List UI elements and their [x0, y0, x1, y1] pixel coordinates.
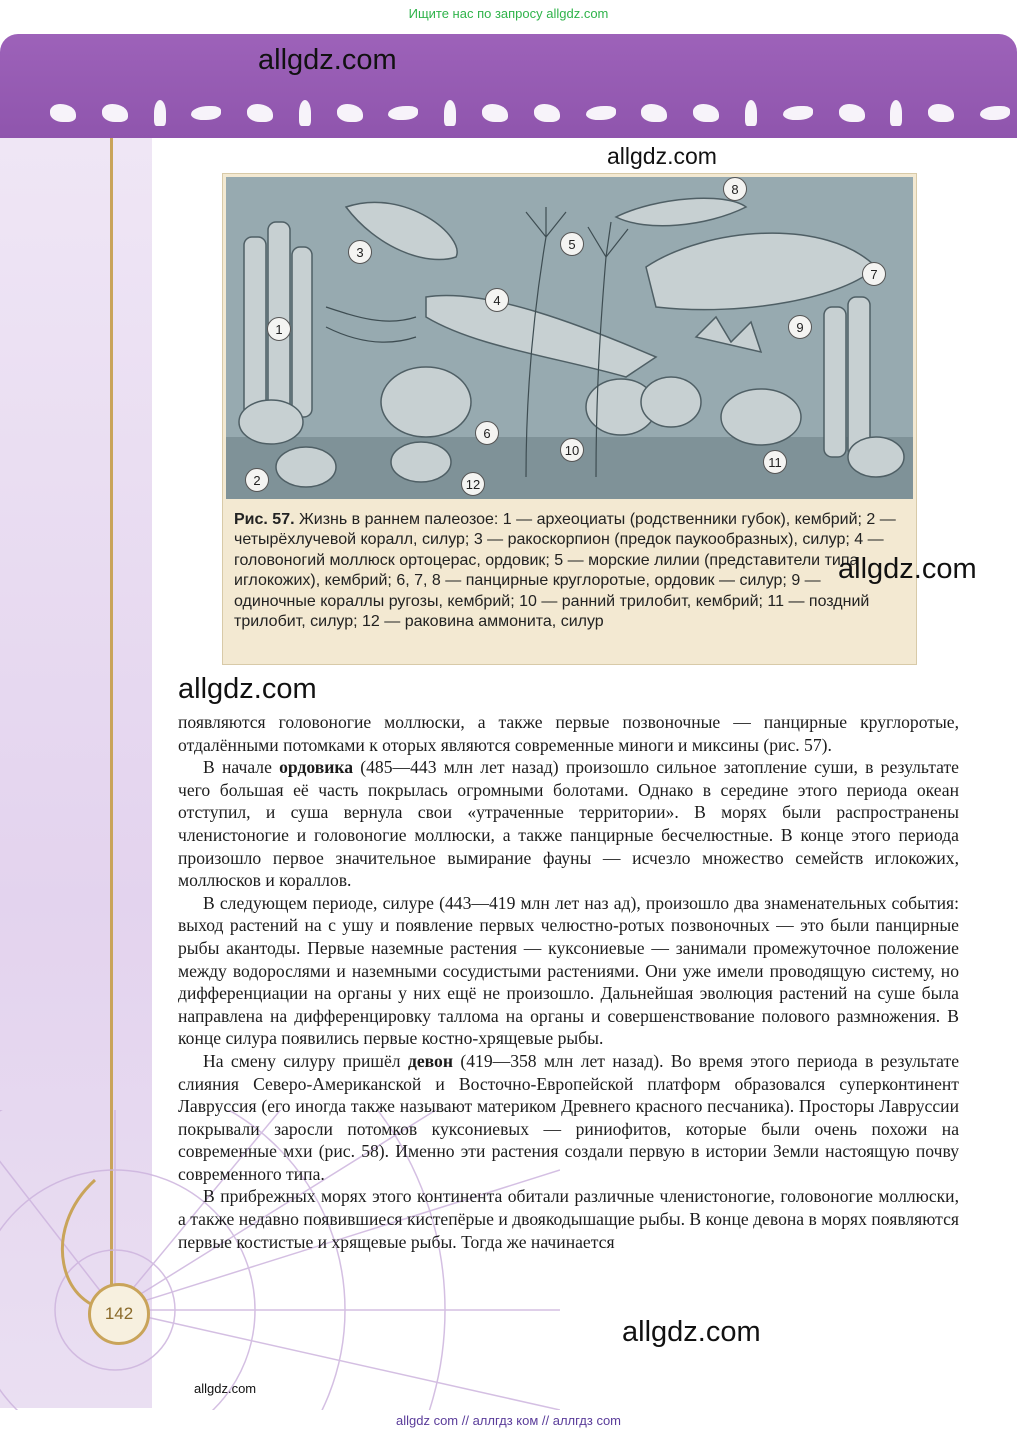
page-number: 142	[88, 1283, 150, 1345]
paragraph-2	[178, 756, 959, 892]
paragraph-4-start: На смену силуру пришёл	[203, 1050, 401, 1071]
figure-caption	[234, 510, 904, 632]
figure-label-5: 5	[560, 232, 584, 256]
figure-label-8: 8	[723, 177, 747, 201]
pterosaur-silhouette-icon	[586, 106, 616, 120]
paragraph-1: появляются головоногие моллюски, а также первые позвоночные — панцирные круглоротые, отдалёнными потомками к оторых являются современные миноги и миксины (рис. 57).	[178, 712, 959, 755]
figure-caption-text: Жизнь в раннем палеозое: 1 — археоциаты (родственники губок), кембрий; 2 — четырёхлучевой коралл, силур; 3 — ракоскорпион (предок паукообразных), силур; 4 — головоногий моллюск ортоцерас, ордовик; 5 — морские лилии (представители типа иглокожих), кембрий; 6, 7, 8 — панцирные круглоротые, ордовик — силур; 9 — одиночные кораллы ругозы, кембрий; 10 — ранний трилобит, кембрий; 11 — поздний трилобит, силур; 12 — раковина аммонита, силур	[234, 511, 896, 631]
figure-label-11: 11	[763, 450, 787, 474]
dinosaur-silhouette-icon	[641, 104, 667, 122]
paragraph-4	[178, 1050, 959, 1186]
scorpion-silhouette-icon	[482, 104, 508, 122]
dinosaur-silhouette-icon	[534, 104, 560, 122]
insect-silhouette-icon	[783, 106, 813, 120]
figure-label-1: 1	[267, 317, 291, 341]
dinosaur-silhouette-icon	[299, 100, 311, 126]
figure-label-3: 3	[348, 240, 372, 264]
watermark-above-figure: allgdz.com	[607, 143, 717, 169]
figure-label-2: 2	[245, 468, 269, 492]
figure-label-10: 10	[560, 438, 584, 462]
paragraph-5: В прибрежных морях этого континента обитали различные членистоногие, головоногие моллюски, а также недавно появившиеся кистепёрые и двоякодышащие рыбы. В конце девона в морях появляются первые костистые и хрящевые рыбы. Тогда же начинается	[178, 1186, 959, 1252]
figure-label-7: 7	[862, 262, 886, 286]
dinosaur-silhouette-icon	[839, 104, 865, 122]
term-devonian: девон	[407, 1050, 453, 1071]
dinosaur-silhouette-icon	[890, 100, 902, 126]
main-text	[178, 711, 959, 1253]
dinosaur-silhouette-icon	[444, 100, 456, 126]
watermark-header: allgdz.com	[258, 44, 397, 76]
dinosaur-silhouette-icon	[102, 104, 128, 122]
term-ordovician: ордовика	[279, 757, 354, 778]
watermark-bottom-left: allgdz.com	[194, 1381, 257, 1396]
dinosaur-silhouette-icon	[154, 100, 166, 126]
figure-label-6: 6	[475, 421, 499, 445]
watermark-figure-right: allgdz.com	[838, 553, 977, 585]
dinosaur-silhouette-icon	[693, 104, 719, 122]
paragraph-2-start: В начале	[203, 757, 272, 778]
figure-label-12: 12	[461, 472, 485, 496]
dinosaur-silhouette-icon	[337, 104, 363, 122]
insect-silhouette-icon	[388, 106, 418, 120]
paragraph-4-rest: (419—358 млн лет назад). Во время этого периода в результате слияния Северо-Американской и Восточно-Европейской платформ образовался суперконтинент Лавруссия (его иногда также называют материком Древнего красного песчаника). Просторы Лавруссии покрывали заросли потомков куксониевых — риниофитов, которые были очень похожи на современные мхи (рис. 58). Именно эти растения создали первую в истории Земли настоящую почву современного типа.	[178, 1050, 959, 1184]
bottom-site-links[interactable]: allgdz com // аллгдз ком // аллгдз com	[395, 1413, 622, 1428]
watermark-bottom-right: allgdz.com	[622, 1316, 761, 1348]
paragraph-3: В следующем периоде, силуре (443—419 млн лет наз ад), произошло два знаменательных события: выход растений на с ушу и появление первых челюстно-ротых позвоночных — это были панцирные рыбы акантоды. Первые наземные растения — куксониевые — занимали промежуточное положение между водорослями и наземными сосудистыми растениями. Они уже имели проводящую систему, но дифференциации на органы у них ещё не произошло. Дальнейшая эволюция растений на суше была направлена на дифференцировку таллома на органы и совершенствование полового размножения. В конце силура появились первые костно-хрящевые рыбы.	[178, 892, 959, 1049]
dinosaur-silhouette-icon	[745, 100, 757, 126]
animal-silhouette-row	[50, 96, 1010, 130]
figure-label-4: 4	[485, 288, 509, 312]
dinosaur-silhouette-icon	[247, 104, 273, 122]
insect-silhouette-icon	[191, 106, 221, 120]
watermark-above-text: allgdz.com	[178, 673, 317, 705]
figure-57	[222, 173, 917, 665]
dinosaur-silhouette-icon	[928, 104, 954, 122]
figure-caption-label: Рис. 57.	[234, 511, 295, 528]
figure-label-9: 9	[788, 315, 812, 339]
dinosaur-silhouette-icon	[50, 104, 76, 122]
insect-silhouette-icon	[980, 106, 1010, 120]
top-search-note: Ищите нас по запросу allgdz.com	[408, 6, 609, 21]
paragraph-2-rest: (485—443 млн лет назад) произошло сильное затопление суши, в результате чего большая её часть покрылась огромными болотами. Однако в середине этого периода океан отступил, и суша вернула свои «утраченные территории». В морях были распространены членистоногие и головоногие моллюски, а также панцирные бесчелюстные. В конце этого периода произошло первое значительное вымирание фауны — исчезло множество семейств иглокожих, моллюсков и кораллов.	[178, 757, 959, 891]
